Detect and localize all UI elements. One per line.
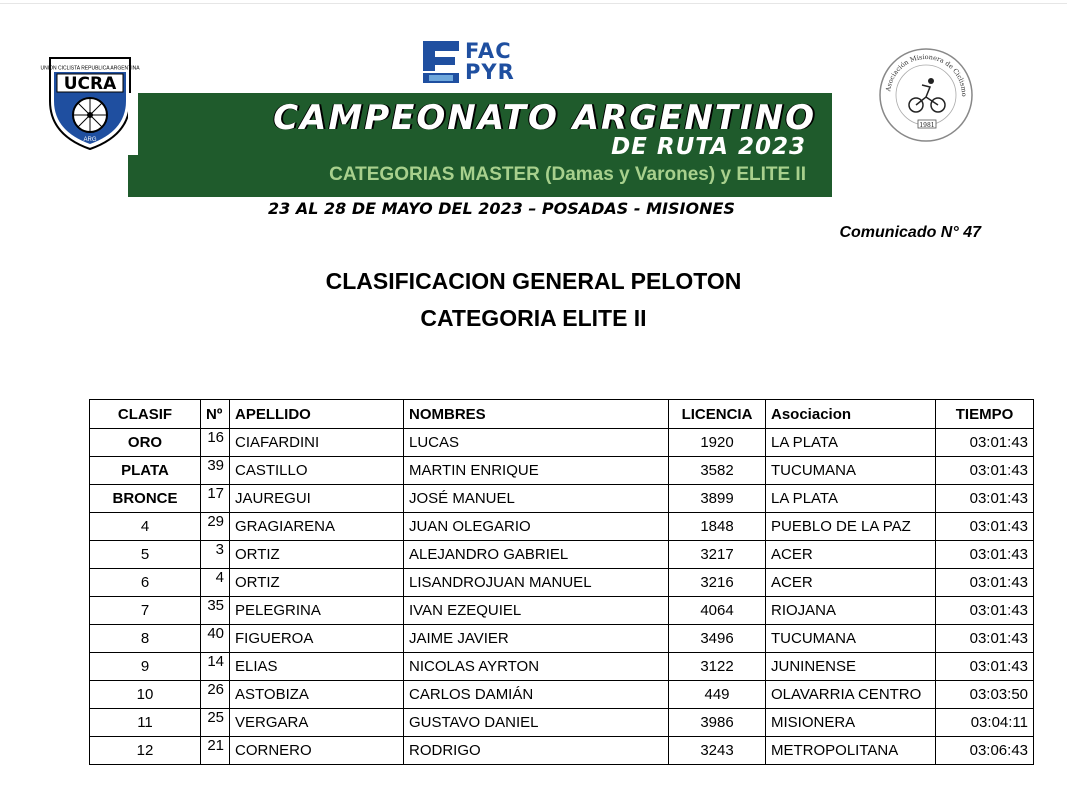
cell-apellido: VERGARA bbox=[230, 709, 404, 737]
cell-apellido: JAUREGUI bbox=[230, 485, 404, 513]
cell-clasif: 8 bbox=[90, 625, 201, 653]
cell-licencia: 3216 bbox=[669, 569, 766, 597]
cell-clasif: BRONCE bbox=[90, 485, 201, 513]
cell-licencia: 3582 bbox=[669, 457, 766, 485]
table-row bbox=[90, 541, 1034, 569]
table-row bbox=[90, 457, 1034, 485]
cell-asociacion: OLAVARRIA CENTRO bbox=[766, 681, 936, 709]
assoc-year: 1981 bbox=[919, 122, 935, 129]
col-header-apellido: APELLIDO bbox=[230, 400, 404, 429]
cell-licencia: 3122 bbox=[669, 653, 766, 681]
ucra-bottom-text: ARG bbox=[83, 137, 97, 143]
col-header-clasif: CLASIF bbox=[90, 400, 201, 429]
cell-clasif: 9 bbox=[90, 653, 201, 681]
cell-asociacion: TUCUMANA bbox=[766, 457, 936, 485]
table-row bbox=[90, 653, 1034, 681]
col-header-licencia: LICENCIA bbox=[669, 400, 766, 429]
cell-apellido: CIAFARDINI bbox=[230, 429, 404, 457]
cell-asociacion: ACER bbox=[766, 541, 936, 569]
cell-licencia: 1920 bbox=[669, 429, 766, 457]
table-row bbox=[90, 429, 1034, 457]
cell-licencia: 3899 bbox=[669, 485, 766, 513]
col-header-asociacion: Asociacion bbox=[766, 400, 936, 429]
comunicado-number: Comunicado N° 47 bbox=[839, 224, 981, 241]
table-row bbox=[90, 681, 1034, 709]
cell-asociacion: ACER bbox=[766, 569, 936, 597]
cell-licencia: 1848 bbox=[669, 513, 766, 541]
cell-tiempo: 03:01:43 bbox=[936, 653, 1034, 681]
table-row bbox=[90, 513, 1034, 541]
cell-licencia: 3496 bbox=[669, 625, 766, 653]
cell-apellido: CASTILLO bbox=[230, 457, 404, 485]
cell-tiempo: 03:01:43 bbox=[936, 625, 1034, 653]
cell-clasif: 10 bbox=[90, 681, 201, 709]
cell-tiempo: 03:01:43 bbox=[936, 429, 1034, 457]
cell-nombres: JUAN OLEGARIO bbox=[404, 513, 669, 541]
cell-clasif: 12 bbox=[90, 737, 201, 765]
cell-clasif: ORO bbox=[90, 429, 201, 457]
page-title: CLASIFICACION GENERAL PELOTON bbox=[325, 268, 742, 294]
cell-licencia: 4064 bbox=[669, 597, 766, 625]
cell-nombres: CARLOS DAMIÁN bbox=[404, 681, 669, 709]
pyr-text: PYR bbox=[465, 60, 515, 84]
cell-clasif: 4 bbox=[90, 513, 201, 541]
cell-apellido: ORTIZ bbox=[230, 541, 404, 569]
cell-nombres: LISANDROJUAN MANUEL bbox=[404, 569, 669, 597]
cell-tiempo: 03:01:43 bbox=[936, 597, 1034, 625]
cell-apellido: ASTOBIZA bbox=[230, 681, 404, 709]
asociacion-misionera-logo bbox=[876, 45, 976, 145]
cell-tiempo: 03:06:43 bbox=[936, 737, 1034, 765]
table-row bbox=[90, 625, 1034, 653]
cell-asociacion: LA PLATA bbox=[766, 429, 936, 457]
cell-apellido: CORNERO bbox=[230, 737, 404, 765]
cell-licencia: 449 bbox=[669, 681, 766, 709]
banner-notch bbox=[128, 93, 138, 155]
cell-asociacion: LA PLATA bbox=[766, 485, 936, 513]
cell-asociacion: PUEBLO DE LA PAZ bbox=[766, 513, 936, 541]
table-row bbox=[90, 569, 1034, 597]
cell-asociacion: RIOJANA bbox=[766, 597, 936, 625]
page-subtitle: CATEGORIA ELITE II bbox=[420, 305, 647, 331]
cell-clasif: 6 bbox=[90, 569, 201, 597]
cell-nombres: NICOLAS AYRTON bbox=[404, 653, 669, 681]
assoc-ring-text: Asociación Misionera de Ciclismo bbox=[884, 52, 969, 97]
event-dates: 23 AL 28 DE MAYO DEL 2023 – POSADAS - MISIONES bbox=[268, 199, 735, 218]
col-header-numero: Nº bbox=[201, 400, 230, 429]
banner-categories: CATEGORIAS MASTER (Damas y Varones) y ELITE II bbox=[329, 164, 806, 185]
cell-tiempo: 03:01:43 bbox=[936, 541, 1034, 569]
cell-licencia: 3217 bbox=[669, 541, 766, 569]
table-row bbox=[90, 485, 1034, 513]
cell-numero: 29 bbox=[201, 513, 230, 541]
table-header-row bbox=[90, 400, 1034, 429]
cell-clasif: 5 bbox=[90, 541, 201, 569]
cell-numero: 21 bbox=[201, 737, 230, 765]
cell-nombres: GUSTAVO DANIEL bbox=[404, 709, 669, 737]
cell-numero: 14 bbox=[201, 653, 230, 681]
cell-clasif: 11 bbox=[90, 709, 201, 737]
ucra-name: UCRA bbox=[63, 74, 117, 94]
cell-numero: 40 bbox=[201, 625, 230, 653]
cell-apellido: ELIAS bbox=[230, 653, 404, 681]
cell-apellido: PELEGRINA bbox=[230, 597, 404, 625]
cell-asociacion: JUNINENSE bbox=[766, 653, 936, 681]
cell-apellido: GRAGIARENA bbox=[230, 513, 404, 541]
event-banner bbox=[128, 93, 832, 197]
cell-numero: 17 bbox=[201, 485, 230, 513]
cell-nombres: ALEJANDRO GABRIEL bbox=[404, 541, 669, 569]
banner-subtitle: DE RUTA 2023 bbox=[611, 134, 806, 160]
cell-tiempo: 03:03:50 bbox=[936, 681, 1034, 709]
cell-numero: 26 bbox=[201, 681, 230, 709]
cell-tiempo: 03:04:11 bbox=[936, 709, 1034, 737]
cell-numero: 39 bbox=[201, 457, 230, 485]
col-header-tiempo: TIEMPO bbox=[936, 400, 1034, 429]
banner-title: CAMPEONATO ARGENTINO bbox=[273, 98, 816, 138]
cell-numero: 3 bbox=[201, 541, 230, 569]
ucra-logo bbox=[40, 55, 140, 151]
cell-tiempo: 03:01:43 bbox=[936, 485, 1034, 513]
cell-asociacion: MISIONERA bbox=[766, 709, 936, 737]
fac-mark-icon bbox=[421, 39, 461, 85]
ucra-top-text: UNION CICLISTA REPUBLICA ARGENTINA bbox=[40, 65, 140, 72]
fac-pyr-logo bbox=[421, 39, 546, 85]
table-row bbox=[90, 709, 1034, 737]
cell-tiempo: 03:01:43 bbox=[936, 457, 1034, 485]
table-row bbox=[90, 737, 1034, 765]
col-header-nombres: NOMBRES bbox=[404, 400, 669, 429]
cell-licencia: 3243 bbox=[669, 737, 766, 765]
page-top-border bbox=[0, 3, 1067, 4]
cell-numero: 35 bbox=[201, 597, 230, 625]
cell-apellido: FIGUEROA bbox=[230, 625, 404, 653]
results-table bbox=[89, 399, 1034, 765]
cell-numero: 4 bbox=[201, 569, 230, 597]
cell-tiempo: 03:01:43 bbox=[936, 513, 1034, 541]
fac-text: FAC bbox=[465, 39, 512, 63]
cell-nombres: RODRIGO bbox=[404, 737, 669, 765]
cell-numero: 16 bbox=[201, 429, 230, 457]
cell-nombres: JAIME JAVIER bbox=[404, 625, 669, 653]
cell-asociacion: TUCUMANA bbox=[766, 625, 936, 653]
cell-nombres: IVAN EZEQUIEL bbox=[404, 597, 669, 625]
cell-tiempo: 03:01:43 bbox=[936, 569, 1034, 597]
cell-numero: 25 bbox=[201, 709, 230, 737]
cell-nombres: JOSÉ MANUEL bbox=[404, 485, 669, 513]
cell-clasif: 7 bbox=[90, 597, 201, 625]
cell-clasif: PLATA bbox=[90, 457, 201, 485]
cell-nombres: MARTIN ENRIQUE bbox=[404, 457, 669, 485]
cell-licencia: 3986 bbox=[669, 709, 766, 737]
cell-asociacion: METROPOLITANA bbox=[766, 737, 936, 765]
table-row bbox=[90, 597, 1034, 625]
cell-nombres: LUCAS bbox=[404, 429, 669, 457]
cell-apellido: ORTIZ bbox=[230, 569, 404, 597]
